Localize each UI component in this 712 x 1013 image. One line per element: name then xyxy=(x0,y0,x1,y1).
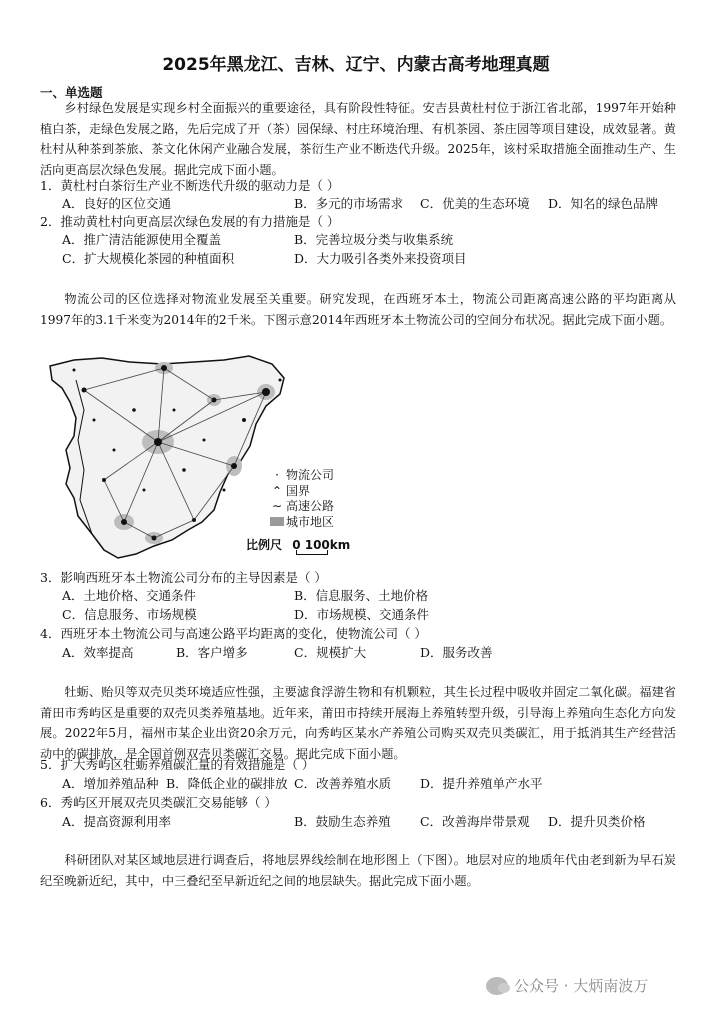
gray-swatch-icon xyxy=(270,517,284,526)
passage-3: 牡蛎、贻贝等双壳贝类环境适应性强，主要滤食浮游生物和有机颗粒，其生长过程中吸收并固定二氧化碳。福建省莆田市秀屿区是重要的双壳贝类养殖基地。近年来，莆田市持续开展海上养殖转型升级，引导海上养殖向生态化方向发展。2022年5月，福州市某企业出资20余万元，向秀屿区某水产养殖公司购买双壳贝类碳汇，用于抵消其生产经营活动中的碳排放，是全国首例双壳贝类碳汇交易。据此完成下面小题。 xyxy=(40,685,676,761)
scale-bar xyxy=(296,550,328,555)
q5-option-c: C．改善养殖水质 xyxy=(294,776,392,791)
q6-option-d: D．提升贝类价格 xyxy=(548,814,646,829)
page-title: 2025年黑龙江、吉林、辽宁、内蒙古高考地理真题 xyxy=(162,55,550,75)
q5-option-d: D．提升养殖单产水平 xyxy=(420,776,543,791)
question-6-stem: 6．秀屿区开展双壳贝类碳汇交易能够（ ） xyxy=(40,795,277,810)
dot-icon: · xyxy=(275,468,279,482)
q2-option-b: B．完善垃圾分类与收集系统 xyxy=(294,232,454,247)
question-1-stem: 1．黄杜村白茶衍生产业不断迭代升级的驱动力是（ ） xyxy=(40,178,340,193)
section-heading: 一、单选题 xyxy=(40,85,103,100)
map-legend xyxy=(268,468,334,530)
passage-4: 科研团队对某区域地层进行调查后，将地层界线绘制在地形图上（下图）。地层对应的地质年代由老到新为早石炭纪至晚新近纪，其中，中三叠纪至早新近纪之间的地层缺失。据此完成下面小题。 xyxy=(40,853,676,888)
q4-option-c: C．规模扩大 xyxy=(294,645,367,660)
map-scale: 比例尺 0 100km xyxy=(246,538,351,552)
question-2-stem: 2．推动黄杜村向更高层次绿色发展的有力措施是（ ） xyxy=(40,214,340,229)
watermark: 公众号 · 大炳南波万 xyxy=(486,975,648,996)
q4-option-b: B．客户增多 xyxy=(176,645,248,660)
q1-option-d: D．知名的绿色品牌 xyxy=(548,196,659,211)
legend-row-urban: 城市地区 xyxy=(268,515,334,531)
border-line-icon: ⌃ xyxy=(271,483,283,498)
q2-option-a: A．推广清洁能源使用全覆盖 xyxy=(62,232,222,247)
q1-option-a: A．良好的区位交通 xyxy=(62,196,172,211)
q2-option-d: D．大力吸引各类外来投资项目 xyxy=(294,251,467,266)
q3-option-a: A．土地价格、交通条件 xyxy=(62,588,197,603)
q3-option-b: B．信息服务、土地价格 xyxy=(294,588,429,603)
passage-2: 物流公司的区位选择对物流业发展至关重要。研究发现，在西班牙本土，物流公司距离高速公路的平均距离从1997年的3.1千米变为2014年的2千米。下图示意2014年西班牙本土物流公司的空间分布状况。据此完成下面小题。 xyxy=(40,292,676,327)
legend-row-border: ⌃ 国界 xyxy=(268,484,334,500)
passage-1: 乡村绿色发展是实现乡村全面振兴的重要途径，具有阶段性特征。安吉县黄杜村位于浙江省北部，1997年开始种植白茶，走绿色发展之路，先后完成了开（茶）园保绿、村庄环境治理、有机茶园、茶庄园等项目建设，成效显著。黄杜村从种茶到茶旅、茶文化休闲产业融合发展，茶衍生产业不断迭代升级。2025年，该村采取措施全面推动生产、生活向更高层次绿色发展。据此完成下面小题。 xyxy=(40,101,676,177)
q4-option-a: A．效率提高 xyxy=(62,645,134,660)
q6-option-b: B．鼓励生态养殖 xyxy=(294,814,391,829)
q6-option-a: A．提高资源利用率 xyxy=(62,814,172,829)
wechat-icon xyxy=(486,977,508,995)
q1-option-b: B．多元的市场需求 xyxy=(294,196,404,211)
spain-outline xyxy=(50,356,284,558)
question-4-stem: 4．西班牙本土物流公司与高速公路平均距离的变化，使物流公司（ ） xyxy=(40,626,427,641)
q6-option-c: C．改善海岸带景观 xyxy=(420,814,530,829)
question-5-stem: 5．扩大秀屿区牡蛎养殖碳汇量的有效措施是（ ） xyxy=(40,757,315,772)
q1-option-c: C．优美的生态环境 xyxy=(420,196,530,211)
q4-option-d: D．服务改善 xyxy=(420,645,493,660)
q2-option-c: C．扩大规模化茶园的种植面积 xyxy=(62,251,235,266)
q3-option-c: C．信息服务、市场规模 xyxy=(62,607,197,622)
q5-option-a: A．增加养殖品种 xyxy=(62,776,159,791)
q3-option-d: D．市场规模、交通条件 xyxy=(294,607,430,622)
question-3-stem: 3．影响西班牙本土物流公司分布的主导因素是（ ） xyxy=(40,570,327,585)
legend-row-company: · 物流公司 xyxy=(268,468,334,484)
highway-line-icon: ∼ xyxy=(271,499,283,513)
q5-option-b: B．降低企业的碳排放 xyxy=(166,776,288,791)
legend-row-highway: ∼ 高速公路 xyxy=(268,499,334,515)
spain-logistics-map xyxy=(44,350,294,562)
